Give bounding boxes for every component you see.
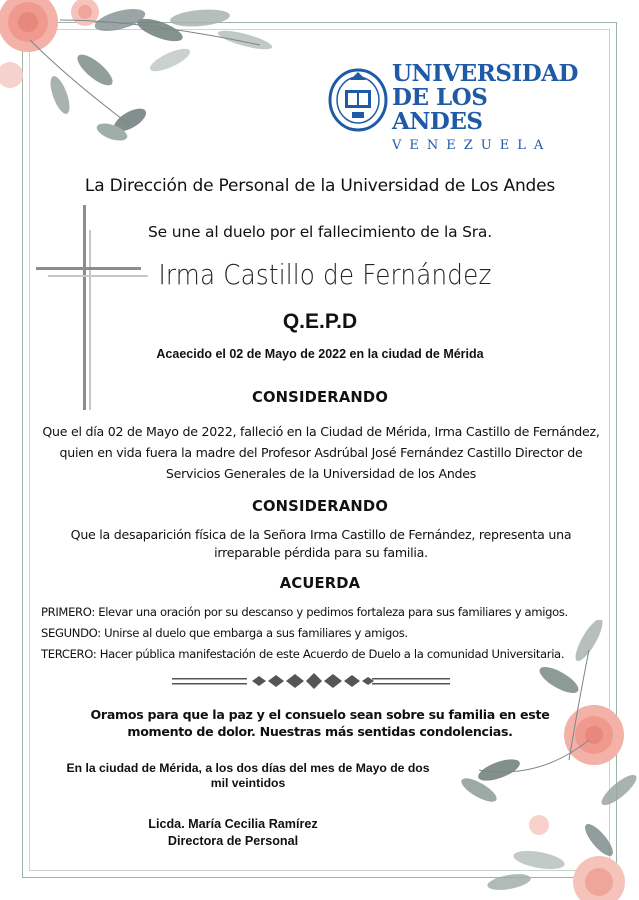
section-heading-acuerda: ACUERDA [279, 574, 361, 592]
university-logo [392, 62, 582, 156]
section-heading-considerando-1: CONSIDERANDO [251, 388, 389, 406]
deceased-name: Irma Castillo de Fernández [158, 258, 492, 291]
section-body-considerando-1: Que el día 02 de Mayo de 2022, falleció en la Ciudad de Mérida, Irma Castillo de Fernández, quien en vida fuera la madre del Profesor Asdrúbal José Fernández Castillo Director de Servicios Generales de la Universidad de los Andes [42, 424, 600, 481]
logo-line-2: DE LOS ANDES [392, 84, 488, 135]
section-body-considerando-2: Que la desaparición física de la Señora Irma Castillo de Fernández, representa una irreparable pérdida para su familia. [70, 527, 572, 560]
place-and-date: En la ciudad de Mérida, a los dos días del mes de Mayo de dos mil veintidos [66, 761, 430, 790]
condolence-intro: Se une al duelo por el fallecimiento de la Sra. [148, 223, 492, 241]
ornamental-divider-icon [172, 672, 452, 692]
qepd-label: Q.E.P.D [282, 310, 358, 333]
acuerda-item-segundo: SEGUNDO: Unirse al duelo que embarga a sus familiares y amigos. [41, 626, 408, 640]
acuerda-item-primero: PRIMERO: Elevar una oración por su descanso y pedimos fortaleza para sus familiares y amigos. [41, 605, 568, 619]
signer-name: Licda. María Cecilia Ramírez [148, 817, 318, 831]
floral-top-left-icon [0, 0, 300, 150]
direction-heading: La Dirección de Personal de la Universidad de Los Andes [84, 176, 556, 196]
acuerda-item-tercero: TERCERO: Hacer pública manifestación de este Acuerdo de Duelo a la comunidad Universitaria. [41, 647, 565, 661]
section-heading-considerando-2: CONSIDERANDO [251, 497, 389, 515]
university-crest-icon [328, 66, 388, 132]
logo-line-1: UNIVERSIDAD [392, 60, 578, 87]
closing-prayer: Oramos para que la paz y el consuelo sean sobre su familia en este momento de dolor. Nuestras más sentidas condolencias. [90, 707, 550, 739]
death-date-line: Acaecido el 02 de Mayo de 2022 en la ciudad de Mérida [156, 347, 484, 361]
acuerda-list [41, 602, 611, 665]
logo-line-3: VENEZUELA [392, 138, 552, 153]
signer-title: Directora de Personal [167, 834, 299, 848]
signature-block [118, 816, 348, 850]
